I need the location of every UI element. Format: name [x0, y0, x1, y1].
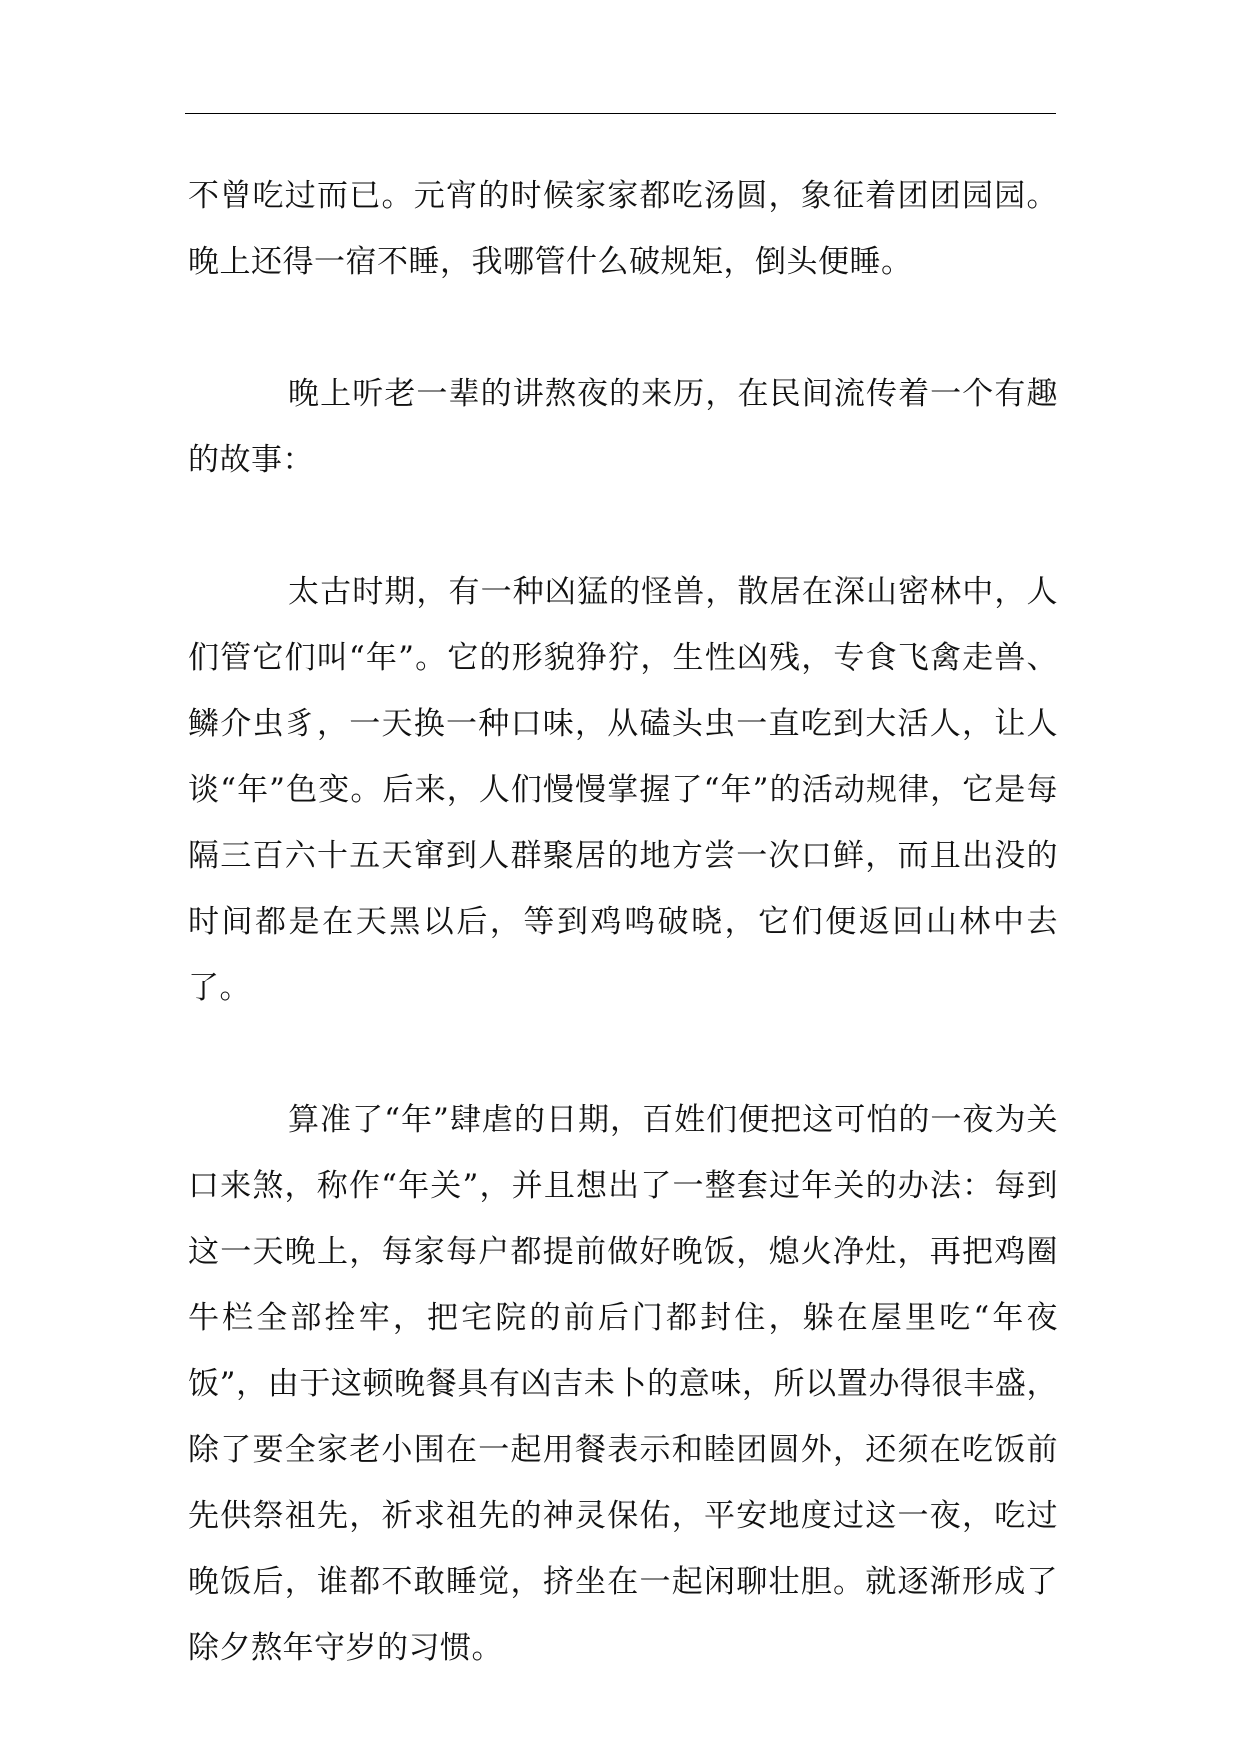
paragraph-story-intro: 晚上听老一辈的讲熬夜的来历，在民间流传着一个有趣的故事：: [188, 376, 1058, 478]
paragraph-nian-guan: 算准了“年”肆虐的日期，百姓们便把这可怕的一夜为关口来煞，称作“年关”，并且想出了一整套过年关的办法：每到这一天晚上，每家每户都提前做好晚饭，熄火净灶，再把鸡圈牛栏全部拴牢，把宅院的前后门都封住，躲在屋里吃“年夜饭”，由于这顿晚餐具有凶吉未卜的意味，所以置办得很丰盛，除了要全家老小围在一起用餐表示和睦团圆外，还须在吃饭前先供祭祖先，祈求祖先的神灵保佑，平安地度过这一夜，吃过晚饭后，谁都不敢睡觉，挤坐在一起闲聊壮胆。就逐渐形成了除夕熬年守岁的习惯。: [188, 1102, 1058, 1666]
document-body: [188, 163, 1058, 1681]
paragraph-continuation: 不曾吃过而已。元宵的时候家家都吃汤圆，象征着团团园园。晚上还得一宿不睡，我哪管什么破规矩，倒头便睡。: [188, 178, 1058, 280]
paragraph-nian-beast: 太古时期，有一种凶猛的怪兽，散居在深山密林中，人们管它们叫“年”。它的形貌狰狞，生性凶残，专食飞禽走兽、鳞介虫豸，一天换一种口味，从磕头虫一直吃到大活人，让人谈“年”色变。后来，人们慢慢掌握了“年”的活动规律，它是每隔三百六十五天窜到人群聚居的地方尝一次口鲜，而且出没的时间都是在天黑以后，等到鸡鸣破晓，它们便返回山林中去了。: [188, 574, 1058, 1006]
header-rule: [185, 113, 1056, 114]
